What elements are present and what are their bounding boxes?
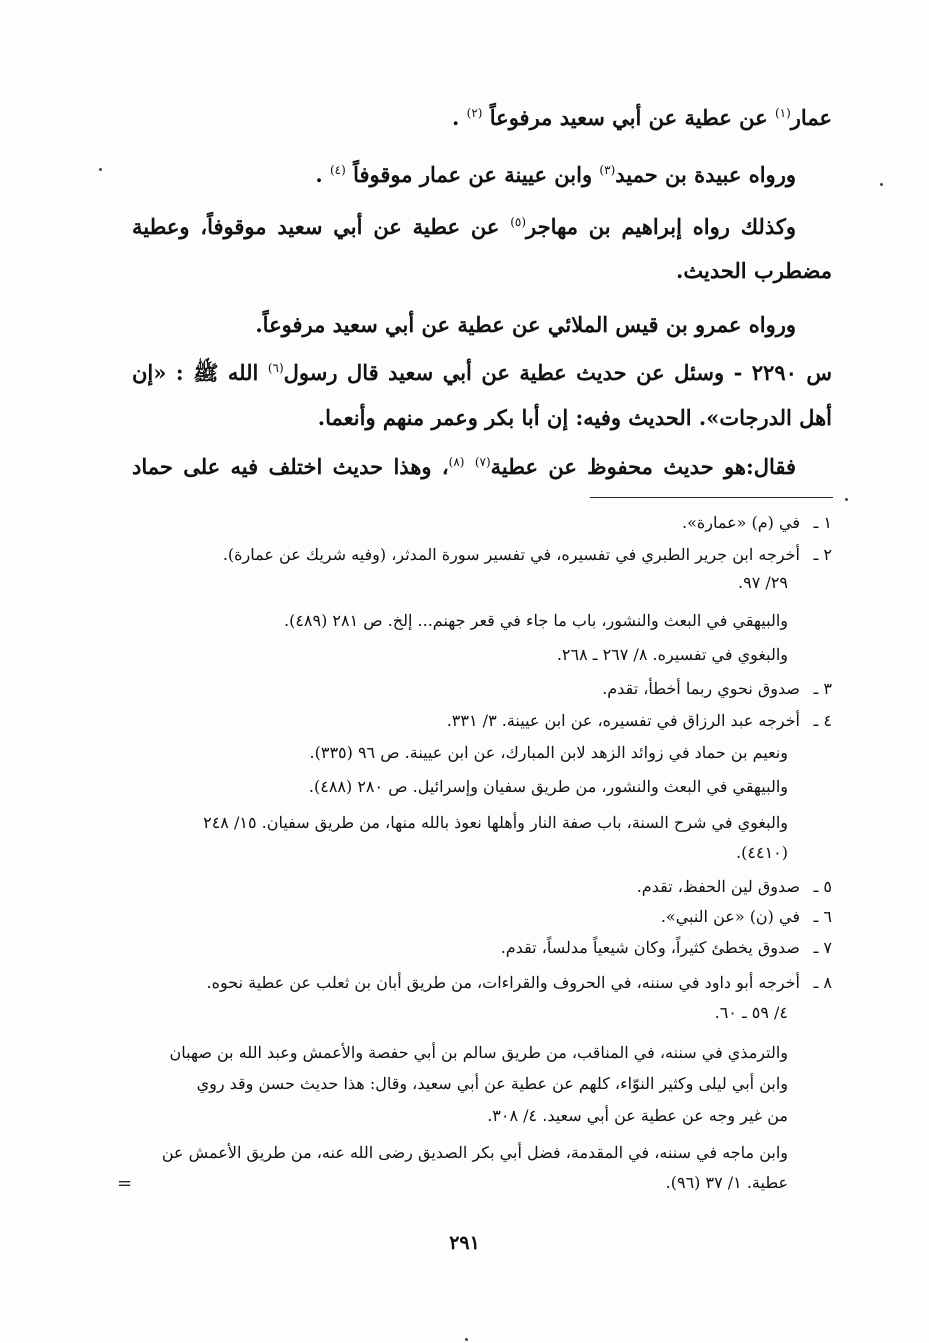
main-line-6: س ٢٢٩٠ - وسئل عن حديث عطية عن أبي سعيد قال رسول$^{(٦)}$ الله ﷺ : «إن	[132, 360, 832, 385]
main-line-4: مضطرب الحديث.	[676, 258, 832, 283]
scan-speck	[465, 1338, 468, 1341]
footnote-8: ٨ ـأخرجه أبو داود في سننه، في الحروف والقراءات، من طريق أبان بن ثعلب عن عطية نحوه.	[206, 973, 832, 992]
page-number: ٢٩١	[449, 1232, 480, 1254]
footnote-separator	[590, 497, 833, 498]
main-line-8: فقال:هو حديث محفوظ عن عطية$^{(٧)}$ $^{(٨)}$، وهذا حديث اختلف فيه على حماد	[132, 454, 797, 479]
footnote-8-sub-5: عطية. ١/ ٣٧ (٩٦).	[665, 1173, 788, 1192]
scan-speck	[845, 498, 848, 501]
footnote-1: ١ ـفي (م) «عمارة».	[682, 513, 832, 532]
main-line-1: عمار$^{(١)}$ عن عطية عن أبي سعيد مرفوعاً $^{(٢)}$ .	[452, 105, 832, 130]
footnote-4-sub-1: ونعيم بن حماد في زوائد الزهد لابن المبارك، عن ابن عيينة. ص ٩٦ (٣٣٥).	[309, 743, 788, 762]
footnote-4-sub-4: (٤٤١٠).	[736, 843, 788, 862]
main-line-2: ورواه عبيدة بن حميد$^{(٣)}$ وابن عيينة عن عمار موقوفاً $^{(٤)}$ .	[315, 162, 796, 187]
main-line-7: أهل الدرجات». الحديث وفيه: إن أبا بكر وعمر منهم وأنعما.	[317, 405, 832, 430]
main-line-5: ورواه عمرو بن قيس الملائي عن عطية عن أبي سعيد مرفوعاً.	[255, 312, 796, 337]
footnote-8-sub-2: وابن أبي ليلى وكثير النوّاء، كلهم عن عطية عن أبي سعيد، وقال: هذا حديث حسن وقد روي	[196, 1074, 788, 1093]
footnote-7: ٧ ـصدوق يخطئ كثيراً، وكان شيعياً مدلساً، تقدم.	[500, 938, 832, 957]
footnote-2-cont: ٢٩/ ٩٧.	[738, 573, 788, 592]
footnote-8-sub-4: وابن ماجه في سننه، في المقدمة، فضل أبي بكر الصديق رضى الله عنه، من طريق الأعمش عن	[161, 1143, 788, 1162]
scan-speck	[99, 168, 102, 171]
footnote-8-sub-3: من غير وجه عن عطية عن أبي سعيد. ٤/ ٣٠٨.	[487, 1106, 788, 1125]
footnote-2: ٢ ـأخرجه ابن جرير الطبري في تفسيره، في تفسير سورة المدثر، (وفيه شريك عن عمارة).	[222, 545, 832, 564]
scan-speck	[880, 183, 883, 186]
continuation-mark: =	[117, 1173, 133, 1194]
footnote-4-sub-3: والبغوي في شرح السنة، باب صفة النار وأهلها نعوذ بالله منها، من طريق سفيان. ١٥/ ٢٤٨	[203, 813, 788, 832]
footnote-4-sub-2: والبيهقي في البعث والنشور، من طريق سفيان وإسرائيل. ص ٢٨٠ (٤٨٨).	[308, 777, 788, 796]
main-line-3: وكذلك رواه إبراهيم بن مهاجر$^{(٥)}$ عن عطية عن أبي سعيد موقوفاً، وعطية	[132, 214, 796, 239]
footnote-2-sub-1: والبيهقي في البعث والنشور، باب ما جاء في قعر جهنم... إلخ. ص ٢٨١ (٤٨٩).	[283, 611, 788, 630]
footnote-2-sub-2: والبغوي في تفسيره. ٨/ ٢٦٧ ـ ٢٦٨.	[556, 645, 788, 664]
footnote-4: ٤ ـأخرجه عبد الرزاق في تفسيره، عن ابن عيينة. ٣/ ٣٣١.	[446, 711, 832, 730]
footnote-5: ٥ ـصدوق لين الحفظ، تقدم.	[636, 877, 832, 896]
footnote-8-cont: ٤/ ٥٩ ـ ٦٠.	[714, 1003, 788, 1022]
footnote-6: ٦ ـفي (ن) «عن النبي».	[660, 907, 832, 926]
footnote-3: ٣ ـصدوق نحوي ربما أخطأ، تقدم.	[602, 679, 832, 698]
footnote-8-sub-1: والترمذي في سننه، في المناقب، من طريق سالم بن أبي حفصة والأعمش وعبد الله بن صهبان	[169, 1043, 788, 1062]
